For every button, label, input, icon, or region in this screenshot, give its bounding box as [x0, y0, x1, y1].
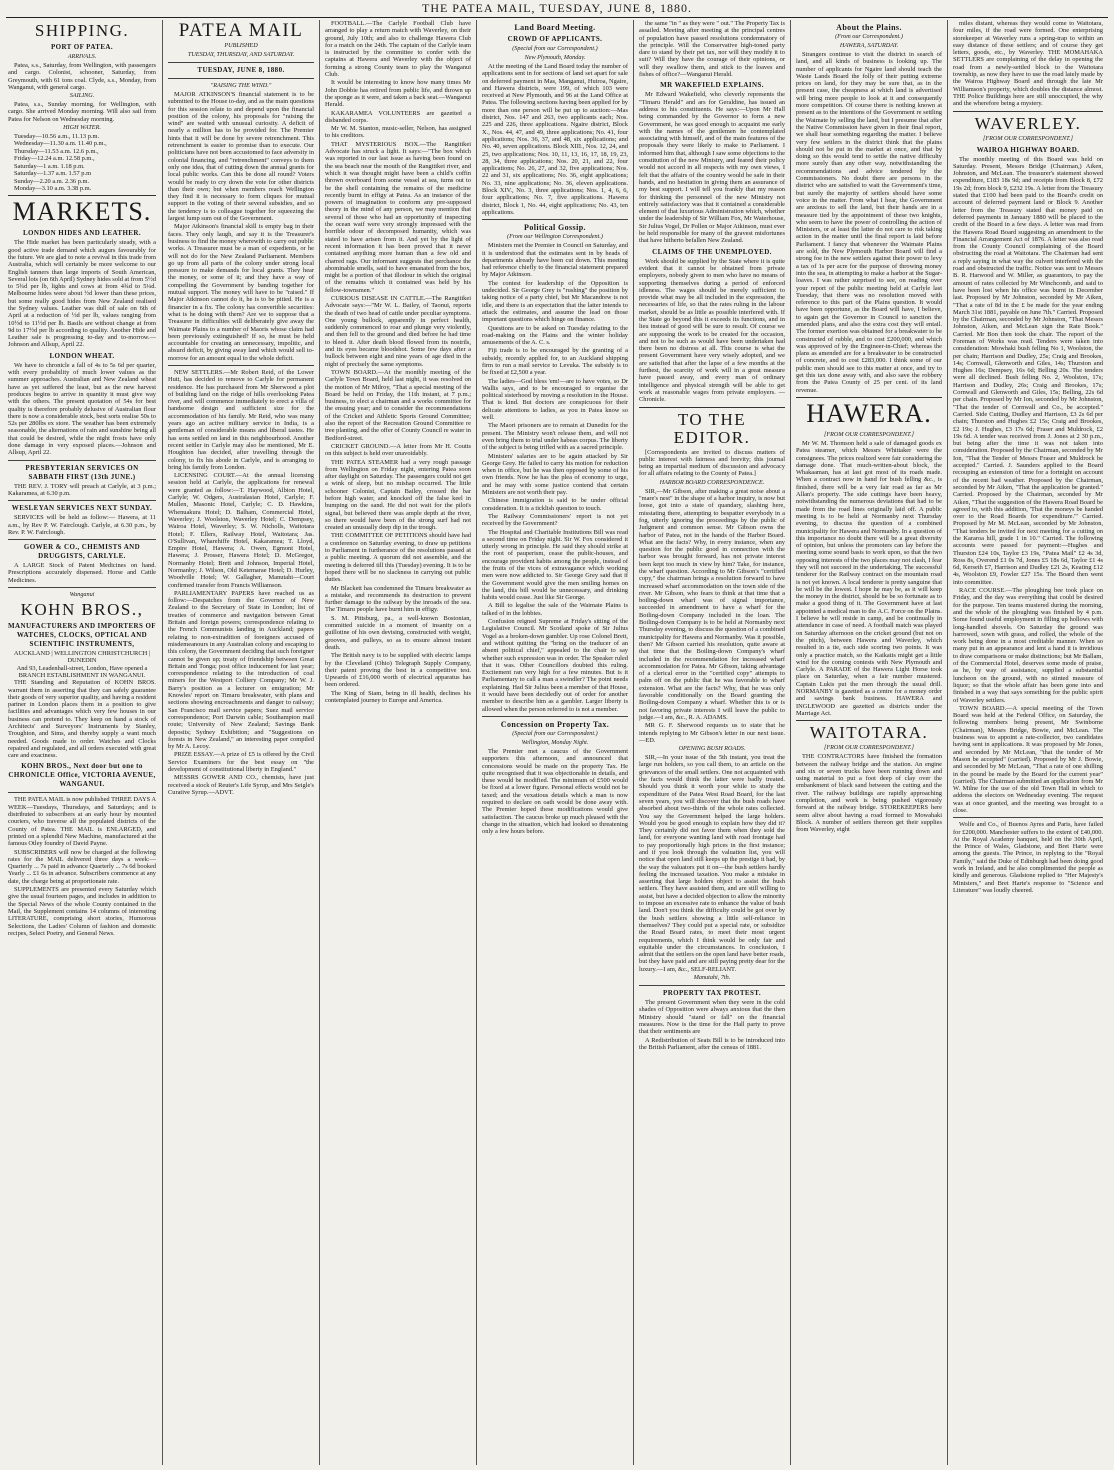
news-paragraph: KAKARAMEA VOLUNTEERS are gazetted a disbanded corps. — [325, 109, 471, 124]
tide-row: Thursday—11.53 a.m. 12.6 p.m., — [14, 147, 99, 155]
tide-row: Tuesday—10.56 a.m., 11.13 p.m. — [14, 133, 100, 141]
waitotara-text: THE CONTRACTORS have finished the formation between the railway bridge and the station. An engine and six or seven trucks have been running down and using material to put a foot deep of clay over the embankment of black sand between the cutting and the river. The railway buildings are rapidly approaching completion, and work is being pushed vigorously forward at the railway bridge. STOREKEEPERS here seem alive about having a road formed to Mowahaki Block. A number of settlers thereon get their supplies from Waverley, eight — [796, 753, 942, 834]
column-rule — [947, 20, 948, 1465]
subscription-text: SUBSCRIBERS will now be charged at the following rates for the MAIL delivered three days a week:— Quarterly ... 7s paid in advance Quarterly ... 7s 6d booked Yearly ... £1 6s in advance. Subscribers commence at any date, the charge being at proportionate rate. — [8, 848, 156, 885]
news-paragraph: THE COMMITTEE OF PETITIONS should have had a conference on Saturday evening, to draw up petitions to Parliament in furtherance of the resolutions passed at a public meeting. A quorum did not assemble, and the meeting is deferred till this (Tuesday) evening. It is to be hoped there will be no slackness in carrying out public duties. — [325, 532, 471, 584]
bush-roads-letter: SIR,—In your issue of the 5th instant, you treat the large run holders, so you call them, to an article on the grievances of the small settlers. One not acquainted with the facts would think the latter were badly treated. Should you think it worth your while to study the expenditure of the Patea West Road Board, for the last seven years, you will discover that the bush roads have absorbed about two-thirds of the whole rates collected. You say the Government helped the large holders. Would you be good enough to explain how they did it? They certainly did not favor them when they sold the land, for everyone wanting land with road frontage had to pay proportionally high prices in the first instance; and if you look through the valuation list, you will notice that open land still keeps up the prestige it had, by the way the valuators put it on—the bush settlers hardly feeling the increased taxation. You make a mistake in asserting that large holders object to assist the bush settlers. They have assisted them, and are still willing to assist, but have a decided objection to allow the minority to impose an excessive rate to enhance the value of bush land. Don't you think the difficulty could be got over by the bush settlers showing a little self-reliance in themselves? They could put a special rate, or subsidize the Road Board rates, to meet their most urgent requirements, which I think would be only fair and equitable under the circumstances. In conclusion, I admit that the settlers on the open land have better roads, but they have paid and are still paying pretty dear for the luxury.—I am, &c., SELF-RELIANT. — [639, 754, 785, 973]
political-paragraph: The Maori prisoners are to remain at Dunedin for the present. The Ministry won't release them, and will not even bring them to trial under habeas corpus. The liberty of the subject is being trifled with as a sacred principle. — [482, 422, 628, 452]
mail-notice: THE PATEA MAIL is now published THREE DAYS A WEEK—Tuesdays, Thursdays, and Saturdays; and is distributed to subscribers at an early hour by mounted couriers, who traverse all the populated districts of the County of Patea. THE MAIL is ENLARGED, and printed on a splendid New Machine, manufactured at the famous Otley foundry of David Payne. — [8, 796, 156, 848]
column-rule — [633, 20, 634, 1465]
political-paragraph: Ministers met the Premier in Council on Saturday, and it is understood that the estimates sent in by heads of departments already have been cut down. This meeting had reference chiefly to the financial statement prepared by Major Atkinson. — [482, 242, 628, 279]
divider — [482, 219, 628, 220]
political-paragraph: Ministers' salaries are to be again attacked by Sir George Grey. He failed to carry his motion for reduction when in office, but he was then opposed by some of his own friends. Now he has the plea of economy to urge, and he may with some justice contend that certain Ministers are not worth their pay. — [482, 452, 628, 497]
masthead: THE PATEA MAIL, TUESDAY, JUNE 8, 1880. — [421, 1, 693, 15]
news-paragraph: TOWN BOARD.—At the monthly meeting of the Carlyle Town Board, held last night, it was resolved on the motion of Mr Milroy, "That a special meeting of the Board be held on Friday, the 11th instant, at 7 p.m.; business, to elect a chairman and a works committee for the ensuing year; and to consider the recommendations of the Cricket and Athletic Sports Ground Committee; also the report of the Recreation Ground Committee re tree planting, and the offer of County Council re water in Bedford-street. — [325, 368, 471, 442]
news-paragraph: Mr W. M. Stanton, music-seller, Nelson, has assigned to his creditors. — [325, 125, 471, 140]
gower-text: A LARGE Stock of Patent Medicines on hand. Prescriptions accurately dispensed. Horse and Cattle Medicines. — [8, 562, 156, 584]
kohn-cities: AUCKLAND | WELLINGTON CHRISTCHURCH | DUNEDIN — [13, 650, 151, 665]
column-rule — [162, 20, 163, 1465]
editorial-paragraph: MAJOR ATKINSON'S financial statement is to be submitted to the House to-day, and as the main questions for this session relate to and depend upon the financial position of the colony, his proposals for "raising the wind" are waited with unusual curiosity. A deficit of nearly a million has to be provided for. The Premier hints that it will be done by severe retrenchment. This retrenchment is easier to promise than to execute. Our politicians have not been accustomed to face adversity in colonial financing, and "retrenchment" conveys to them only one idea, that of cutting down the annual grants for local public works. Can this be done all round? Voters would be ready to cry down the vote for other districts than their own; but when members reach Wellington they find it is necessary to form cliques for mutual support in the voting of their several subsidies, and so the tendency is to colleague together for squeezing the largest lump sum out of the Government. — [168, 91, 314, 223]
news-paragraph: The British navy is to be supplied with electric lamps by the Cleveland (Ohio) Telegraph Supply Company, their patent proving the best in a competitive test. Upwards of £16,000 worth of electrical apparatus has been ordered. — [325, 652, 471, 689]
news-paragraph: S. M. Pittsburg, pa., a well-known Bostonian, committed suicide in a moment of insanity on a guillotine of his own devising, constructed with weight, grooves, and pulleys, so as to ensure almost instant death. — [325, 614, 471, 651]
divider — [168, 78, 314, 79]
news-paragraph: THE PATEA STEAMER had a very rough passage from Wellington on Friday night, entering Patea soon after daylight on Saturday. The passengers could not get a wink of sleep, but no mishap occurred. The little schooner Colonist, Captain Bailey, crossed the bar before high water, and knocked off the false keel in bumping on the sand. He did not wait for the pilot's signal, but believed there was ample depth at the river, so there would have been of the strong surf had not created an unusually deep dip in the trough. — [325, 458, 471, 532]
divider — [8, 587, 156, 588]
political-heading: Political Gossip. — [524, 223, 586, 233]
column-rule — [319, 20, 320, 1465]
dateline: Wellington, Monday Night. — [521, 738, 589, 746]
sherwood-note: MR G. F. Sherwood requests us to state that he intends replying to Mr Gibson's letter in our next issue.—ED. — [639, 722, 785, 744]
news-paragraph: NEW SETTLERS.—Mr Robert Reid, of the Lower Hutt, has decided to remove to Carlyle for permanent residence. He has purchased from Mr Sherwood a plot of building land on the ridge of hills overlooking Patea river, and will commence immediately to erect a villa of handsome design and sufficient size for the accommodation of his family. Mr Reid, who was many years ago an active military service in India, is a gentleman of considerable means and liberal tastes. He has sons settled on land in this neighbourhood. Another recent settler in Carlyle may also be mentioned, Mr E. Houghton has decided, after travelling through the colony, to fix his abode in Carlyle, and is arranging to bring his family from London. — [168, 368, 314, 471]
column-7 — [953, 20, 1103, 1468]
news-paragraph: LICENSING COURT.—At the annual licensing session held at Carlyle, the applications for renewal were granted as follow:—T. Haywood, Albion Hotel, Carlyle; W. Odgers, Australasian Hotel, Carlyle; F. Mullen, Masonic Hotel, Carlyle; C. D. Hawkins, Whenuakura Hotel; D. Balham, Commercial Hotel, Waverley; J. Woolston, Waverley Hotel; C. Dempsey, Wairoa Hotel, Waverley; S. W. Nicholls, Waitotara Hotel; F. Ellers, Railway Hotel, Waitotara; Jas. O'Sullivan, Wharehiffe Hotel, Kakaramea; T. Lloyd, Empire Hotel, Hawera; A. Owen, Egmont Hotel, Hawera; J. Prosser, Hawera Hotel; D. McGregor, Normanby Hotel; Brett and Johnson, Imperial Hotel, Normanby; J. Wilson, Old Ketemarae Hotel; D. Hurley, Woodville Hotel; W. Gallagher, Manutahi—Court confirmed transfer from Francis Williamson. — [168, 472, 314, 589]
port-heading: PORT OF PATEA. — [50, 43, 114, 51]
column-2 — [168, 20, 314, 1468]
correspondent-note: [FROM OUR CORRESPONDENT.] — [823, 744, 915, 752]
tide-table — [8, 133, 156, 192]
shipping-heading: SHIPPING. — [34, 21, 130, 40]
arrivals-text: Patea, s.s., Saturday, from Wellington, with passengers and cargo. Colonist, schooner, Saturday, from Greymouth, with 61 tons coal. Clyde, s.s., Monday, from Wanganui, with general cargo. — [8, 62, 156, 91]
kohn-heading: KOHN BROS., — [20, 600, 144, 620]
column-5 — [639, 20, 785, 1468]
hides-text: The Hide market has been particularly steady, with a good active trade demand which augurs favourably for the future. We are glad to note a revival in this trade from Australia, which will certainly be more welcome to our English tanners than large imports of South American, Several lots (on 6th April) Sydney hides sold at from 5½d to 5¾d per lb, lights and cows at from 4¾d to 5¼d. Melbourne hides were about ½d lower than these prices, but some really good hides from New Zealand realised the Sydney values. Leather was dull of sale on 6th of April at a reduction of ½d per lb, values ranging from 10½d to 11½d per lb. Basils are without change at from 9d to 17½d per lb according to quality. Another Hide and Leather sale is progressing to-day and to-morrow.—Johnson and Allsup, April 22. — [8, 239, 156, 349]
tide-row: Saturday—1.37 a.m. 1.57 p.m — [14, 170, 92, 178]
plains-text: Strangers continue to visit the district in search of land, and all kinds of business is looking up. The number of applicants for Ngaire land should teach the Waste Lands Board the folly of their putting extreme prices on land, for they may be sure that, as in the present case, the cheapness at which land is advertised will bring more people to look at it and consequently more competition. Of course there is nothing known at present as to the intentions of the Government re settling the Waimate by selling the land, but I presume that after the Native Commission have given in their final report, we shall hear something regarding the matter. I believe very few settlers in the district think that the plains should not be put in the market at once, and that by doing so this would tend to settle the native difficulty more surely than any other way, notwithstanding the recommendations and advice tendered by the Commissioners. No doubt there are persons in the district who are satisfied to wait the Government's time, but surely the majority of settlers should have some voice in the matter. From what I hear, the Government are anxious to sell the land, but their hands are in a measure tied by the appointment of these two knights, who seem to have the power of controlling the action of Ministers, or at least the latter do not care to risk taking action in the matter until the final report is laid before Parliament. I fancy that whenever the Waimate Plains are sold, the New Plymouth Harbor Board will find a strong foe in the new settlers against their power to levy a tax of 1s per acre for the purpose of throwing money into the sea, in attempting to make a harbor at the Sugar-loaves. I was rather surprised to see, on reading over your report of the public meeting held at Carlyle last Tuesday, that there was no resolution moved with reference to this part of the Plains question. It would have been opportune, as the Board will have, I believe, to again get the Governor in Council to sanction the amended plans, and also the extra cost they will entail. The former exertion was obtained for a breakwater to be constructed of rubble, and to cost £200,000, and which was approved of by the Engineer-in-Chief; whereas the plans as amended are for a breakwater to be constructed of concrete, and to cost £283,000. I think some of our public men should see to this matter at once, and try to get this tax done away with, and also save the robbery from the Patea County of 25 per cent. of its land revenue. — [796, 51, 942, 394]
correspondent-note: (From our Correspondent.) — [835, 33, 903, 40]
wesleyan-heading: WESLEYAN SERVICES NEXT SUNDAY. — [11, 504, 153, 513]
news-paragraph: Wolfe and Co., of Buenos Ayres and Paris, have failed for £200,000. Manchester suffers to the extent of £40,000. At the Royal Academy banquet, held on the 30th April, the Prince of Wales, Gladstone, and Bret Harte were among the guests. The Prince, in replying to the "Royal Family," said the Duke of Edinburgh had been doing good work in Ireland, and he also complimented the people as kindly and generous. Gladstone replied to "Her Majesty's Ministers," and Bret Harte's response to "Science and Literature" was loudly cheered. — [953, 821, 1103, 894]
dateline: Manutahi, 7th. — [693, 974, 731, 982]
land-board-subheading: CROWD OF APPLICANTS. — [507, 35, 603, 43]
unemployed-text: Work should be supplied by the State where it is quite evident that it cannot be obtained from private employers, nobody given to men who have no means of supporting themselves during a period of enforced idleness. The wages should be merely sufficient to provide what may be all included in the expression, the necessaries of life, so that the rates ruling in the labour market, should be as little as possible interfered with. If the State go beyond this it exceeds its functions, and in lieu instead of good will be sure to result. Of course we are supposing the work to be created for the occasion, and not to be such as would have been undertaken had there been no distress at all. This course is what the present Government have very wisely adopted, and we are satisfied that after the lapse of a few months at the furthest, the scarcity of work will in a great measure have passed away, and every man of ordinary intelligence and physical strength will be able to get work at reasonable wages from private employers. —Chronicle. — [639, 257, 785, 404]
plains-heading: About the Plains. — [836, 23, 902, 32]
protest-text: The present Government when they were in the cold shades of Opposition were always anxious that the then Ministry should "stand or fall" on the financial measures. Now is the time for the Hall party to prove that their sentiments are — [639, 999, 785, 1036]
divider — [8, 792, 156, 793]
arrivals-label: ARRIVALS. — [67, 53, 97, 60]
news-paragraph: Mr Blackett has condemned the Timaru breakwater as a mistake, and recommends its destruction to prevent further damage to the railway by the inroads of the sea. The Timaru people have burnt him in effigy. — [325, 584, 471, 614]
kohn-address: And 93, Leadenhall-street, London, Have opened a BRANCH ESTABLISHMENT IN WANGANUI. — [16, 664, 148, 679]
correspondent-note: (From our Wellington Correspondent.) — [507, 233, 603, 241]
markets-heading: MARKETS. — [12, 197, 152, 227]
protest-heading: PROPERTY TAX PROTEST. — [663, 989, 761, 998]
land-board-heading: Land Board Meeting. — [514, 23, 596, 32]
political-paragraph: The ladies—God bless 'em!—are to have votes, so Dr Wallis says, and to be encouraged to organise the political sisterhood by moving a resolution in the House. That is kind. But doctors are conspicuous for their delicate attentions to ladies, as you in Patea know so well. — [482, 377, 628, 422]
wesleyan-text: SERVICES will be held as follow:— Hawera, at 11 a.m., by Rev P. W. Fairclough. Carlyle, at 6.30 p.m., by Rev. P. W. Fairclough. — [8, 514, 156, 536]
divider — [953, 111, 1103, 112]
political-paragraph: The Railway Commissioners' report is not yet received by the Government? — [482, 512, 628, 528]
wakefield-text: Mr Edward Wakefield, who cleverly represents the "Timaru Herald" and ars for Geraldine, has issued an address to his constituents. He says:—Upon Mr Hall being commanded by the Governor to form a new Government, he was good enough to acquaint me early with the names of the gentlemen he contemplated associating with himself, and of the main features of the proposals they were likely to make to Parliament. I informed him that, although I saw some objections to the constitution of the new Ministry, and feared their policy would not accord in all respects with my own views, I felt that the affairs of the country would be safe in their hands, and no hesitation in giving them an assurance of my best support. I will tell you frankly that my reason for thinking the personnel of the new Ministry not entirely satisfactory was that it contained a considerable element of that luxurious Administration which, whether under the leadership of Sir William Fox, Mr Waterhouse, Sir Julius Vogel, Dr Pollen or Major Atkinson, must ever be held responsible for many of the gravest misfortunes that have hitherto befallen New Zealand. — [639, 91, 785, 245]
hides-heading: LONDON HIDES AND LEATHER. — [22, 229, 141, 238]
column-3 — [325, 20, 471, 1468]
column-rule — [790, 20, 791, 1465]
concession-text: The Premier met a caucus of the Government supporters this afternoon, and announced that concessions would be made on the property Tax. He quite recognised that it was objectionable in details, and these would be modified. The minimum of £500 would be fixed at a lower figure. Personal effects would not be taxed; and the vexatious details which a man is now required to declare on oath would be done away with. The Premier hoped these modifications would give satisfaction. The caucus broke up much pleased with the change in the situation, which had looked so threatening only a few hours before. — [482, 747, 628, 836]
editorial-heading: "RAISING THE WIND." — [210, 82, 272, 89]
political-paragraph: Chinese immigration is said to be under official consideration. It is a ticklish question to touch. — [482, 497, 628, 512]
sailing-text: Patea, s.s., Sunday morning, for Wellington, with cargo. She arrived Monday morning. Will also sail from Patea for Nelson on Wednesday morning. — [8, 101, 156, 123]
news-paragraph: THAT MYSTERIOUS BOX.—The Rangitikei Advocate has struck a light. It says:—"The box which was reported in our last issue as having been found on the sea beach near the mouth of the Rangitikei river, and which it was thought might have been a child's coffin thrown overboard from some vessel at sea, turns out to be the shell containing the remains of the medicine recently burnt in effigy at Patea. As an instance of the powers of imagination to conform any pre-supposed theory in the mind of any person, we may mention that several of those who had an opportunity of inspecting the ocean waif were very strongly impressed with the horrible odour of decomposed humanity, which was stated to have arisen from it. And yet by the light of recent information it has been proved that it never contained anything more human than a few old and charred rags. Our informant suggests that perchance the abominable smells, said to have emanated from the box, might be a portion of that illodour in which the original of the remains which it contained was held by his fellow-townsmen." — [325, 140, 471, 294]
news-paragraph: PRIZE ESSAY.—A prize of £5 is offered by the Civil Service Examiners for the best essay on "the development of constitutional liberty in England." — [168, 751, 314, 774]
divider — [639, 985, 785, 986]
race-course-text: RACE COURSE.—The ploughing bee took place on Friday, and the day was everything that could be desired for the purpose. Ten teams mustered during the morning, and the whole of the ploughing was finished by 4 p.m. Some found useful employment in filling up hollows with long-handled shovels. On Saturday the ground was harrowed, sown with grass, and rolled, the whole of the work being done in a most creditable manner. When so many put in an appearance and lent a hand it is invidious to draw comparisons or make distinctions; but Mr Ballam, of the Commercial Hotel, deserves some mode of praise, as he, by way of assistance, supplied a substantial luncheon on the ground, with no stinted measure of liquor; so that the whole affair has been gone into and finished in a way that says something for the public spirit of Waverley settlers. — [953, 587, 1103, 704]
redistribution-text: A Redistribution of Seats Bill is to be introduced into the British Parliament, after the census of 1881. — [639, 1036, 785, 1051]
news-paragraph: CRICKET GROUND.—A letter from Mr H. Coutts on this subject is held over unavoidably. — [325, 442, 471, 458]
high-water-label: HIGH WATER. — [63, 124, 101, 132]
news-paragraph: MESSRS GOWER AND CO., chemists, have just received a stock of Reuter's Life Syrup, and Mrs Seigle's Curative Syrup.—ADVT. — [168, 774, 314, 796]
wheat-heading: LONDON WHEAT. — [49, 351, 115, 360]
news-paragraph: the same "in " as they were " out." The Property Tax is assailed. Meeting after meeting at the principal centres of population have passed resolutions condemnatory of the principle. Will the Conservative high-toned party dare to stand by their pet tax, nor will they modify it to suit? Will they have the courage of their opinions, or will they swallow them, and stick to the loaves and fishes of office?—Wanganui Herald. — [639, 20, 785, 79]
divider — [168, 365, 314, 366]
tide-row: Monday—3.10 a.m. 3.38 p.m. — [14, 184, 92, 192]
correspondent-note: [FROM OUR CORRESPONDENT.] — [982, 134, 1074, 142]
wheat-text: We have to chronicle a fall of 4s to 5s 6d per quarter, with every probability of much lower values as the summer approaches. Australian and New Zealand wheat have as yet suffered the least, but as the new harvest produces begins to arrive in quantity it must give way with the others. The present quotation of 54s for best quality is therefore probably delusive of Australian flour there is now a considerable stock, best sorts realise 50s to 52s per 280lbs ex store. The weather has been extremely seasonable, the alternations of rain and sunshine being all that could be desired, while the night frosts have only done damage in very exposed places.—Johnson and Allsup, April 22. — [8, 361, 156, 457]
political-paragraph: Confusion reigned Supreme at Friday's sitting of the Legislative Council. Mr Scotland spoke of Sir Julius Vogel as a broken-down gambler. Up rose Colonel Brett, and without quitting the "bring on the traducer of an absent political chief," appealed to the chair to say whether such expression was in order. The Speaker ruled that it was. Other Councillors doubted this ruling. Excitement ran very high for a few minutes. But is it Parliamentary to call a man a swindler? The point needs explaining. Had Sir Julius been a member of that House, it would have been decidedly out of order for another member to describe him as a gambler. Larger liberty is allowed when the person referred to is not a member. — [482, 618, 628, 713]
waverley-heading: WAVERLEY. — [974, 113, 1082, 133]
sailing-label: SAILING. — [69, 92, 95, 100]
political-paragraph: Questions are to be asked on Tuesday relating to the road-making on the Plains and the winter holiday amusements of the A. C. s. — [482, 324, 628, 347]
divider — [482, 716, 628, 717]
hawera-text: Mr W. M. Thomson held a sale of damaged goods ex Patea steamer, which Messrs Whittaker were the consignees. The prices realized were fair considering the damage done. That much-written-about block, the Whakaaman, has at last got most of its roads made. When a contract now in hand for bush felling &c., is finished, there will be a very fair road as far as Mr Allan's property. The side cuttings have been heavy, notwithstanding the numerous deviations that had to be made from the road lines originally laid off. A public meeting is to be held at Normanby next Thursday evening, to discuss the question of a combined municipality for Hawera and Normanby. In a question of this importance no doubt there will be a great diversity of opinion, but unless the promoters can lay before the meeting some sound basis to work upon, so that the two opposing interests of the two places may not clash, I fear they will not succeed in the undertaking. The successful tenderer for the Railway contract on the mountain road is not yet known. A local tenderer is pretty sanguine that he will be the lowest. I hope he may be, as it will keep the money in the district, should he be so fortunate as to make a good thing of it. The Government have at last appointed a medical man to the A.C. Force on the Plains. I believe he will reside in camp, and be continually in attendance in case of need. A football match was played on Saturday afternoon on the cricket ground (but not on the pitch), between Hawera and Waverley, which resulted in a tie, each side scoring two points. It was only a practice match, so the Kaikatis might get a little wind for the coming contests with New Plymouth and Carlyle. A PARADE of the Hawera Light Horse took place on Saturday, when a fair number mustered. Captain Lukis put the men through the usual drill. NORMANBY is gazetted as a centre for a money order and savings bank business. HAWERA and INGLEWOOD are gazetted as districts under the Marriage Act. — [796, 439, 942, 717]
divider — [168, 62, 314, 63]
editorial-paragraph: Major Atkinson's financial skill is empty bag in their faces. They only laugh, and say it is the Treasurer's business to find the money wherewith to carry out public works. A Treasurer must be a man of expedients, or he will not do for the New Zealand Parliament. Members go up from all parts of the colony under strong local pressure to make demands for local grants. They hear the money, or some of it; and they have a way of compelling the Government by banding together for mutual support. The money will have to be "raised." If Major Atkinson cannot do it, he is to be pitied. He is a financier in a fix. The colony has convertible securities: what is he doing with them? Are we to suppose that a Treasurer in difficulties will deliberately give away the Waimate Plains to a number of Maoris whose claim had been previously extinguished? If so, he must be held accountable for creating an unnecessary, impolitic, and absurd deficit, by giving away land which would sell to-morrow for an amount equal to the whole deficit. — [168, 223, 314, 362]
editor-heading: TO THE EDITOR. — [673, 409, 751, 447]
tide-row: Sunday—2.20 a.m. 2.36 p.m. — [14, 177, 90, 185]
news-paragraph: CURIOUS DISEASE IN CATTLE.—The Rangitikei Advocate says:—"Mr W. L. Bailey, of Taonui, reports the death of two head of cattle under peculiar symptoms. One young bullock, apparently in perfect health, suddenly commenced to roar and plunge very violently, and then fell to the ground and died before he had time to bleed it. After death blood flowed from its nostrils, and its eyes became bloodshot. Some few days after a bullock between eight and nine years of age died in the night of precisely the same symptoms. — [325, 294, 471, 368]
divider — [796, 397, 942, 398]
paper-title: PATEA MAIL — [178, 20, 304, 41]
dateline: New Plymouth, Monday. — [524, 54, 586, 61]
waitotara-heading: WAITOTARA. — [809, 723, 929, 743]
tide-row: Saturday—1 a.m. 1.18 p.m. — [14, 162, 85, 170]
presbyterian-heading: PRESBYTERIAN SERVICES ON SABBATH FIRST (13th JUNE.) — [25, 463, 139, 481]
tide-row: Wednesday—11.30 a.m. 11.40 p.m., — [14, 140, 107, 148]
divider — [639, 407, 785, 408]
dateline: HAWERA, SATURDAY. — [839, 42, 899, 49]
political-paragraph: Fiji trade is to be encouraged by the granting of a subsidy, recently applied for, to an Auckland shipping firm to run a mail service to Levuka. The subsidy is to be fixed at £2,500 a year. — [482, 347, 628, 377]
published-label: PUBLISHED — [224, 42, 258, 49]
bush-roads-heading: OPENING BUSH ROADS. — [678, 745, 746, 753]
wairoa-heading: WAIROA HIGHWAY BOARD. — [976, 145, 1080, 154]
unemployed-heading: CLAIMS OF THE UNEMPLOYED. — [652, 247, 772, 256]
political-paragraph: The Hospital and Charitable Institutions Bill was read a second time on Friday night. Sir W. Fox considered it utterly wrong in principle. He said they should strike at the root of pauperism, cease the public-houses, and encourage provident habits among the people, instead of the fruits of the vices of extravagance which working men were now addicted to. Sir George Grey said that if the Government would give the men smiling homes on the land, this bill would be unnecessary, and drinking habits would cease. Just like Sir George. — [482, 528, 628, 602]
divider — [796, 720, 942, 721]
correspondent-note: [FROM OUR CORRESPONDENT.] — [823, 430, 915, 438]
land-board-text: At the meeting of the Land Board today the number of applications sent in for sections of land set apart for sale on deferred payment in Mas, Manganui, Huiroa, Ngaire, and Hawera districts, were 199, of which 103 were received at New Plymouth, and 96 at the Land Office at Patea. The following sections having been applied for by more than one person will be put up to auction:—Mas district, Nos. 147 and 263, two applicants each; Nos. 225 and 226, three applications. Ngaire district, Block X., Nos. 44, 47, and 49, three applications; No. 41, four applications; Nos. 36, 37, and 48, six applications; and No. 40, seven applications. Block XIII., Nos. 12, 24, and 25, two applications; Nos. 10, 11, 13, 16, 17, 18, 19, 23, 28, 34, three applications; Nos. 20, 21, and 22, four applications; No. 26, 27, and 32, five applications; Nos. 22 and 31, six applications; No. 36, eight applications; No. 33, nine applications; No. 36, eleven applications. Block XIV., No. 3, three applications; Nos. 1, 4, 6, 6, four applications; No. 7, five applications. Hawera district, Block 1, No. 44, eight applications; No. 43, ten applications. — [482, 63, 628, 216]
column-rule — [476, 20, 477, 1465]
kohn-text: THE Standing and Reputation of KOHN BROS. warrant them in asserting that they can safely guarantee their goods of very superior quality, and having a resident partner in London places them in a position to give facilities and advantages which very few houses in our business can pretend to. They keep on hand a stock of Architects' and Surveyors' Instruments by Stanley, Troughton, and Sims, and thereby supply a want much needed. Goods made to order. Watches and Clocks repaired and regulated, and all orders executed with great care and exactness. — [8, 679, 156, 760]
wairoa-text: The monthly meeting of this Board was held on Saturday. Present, Messrs Bridge (Chairman,) Aiken, Johnston, and McLean. The treasurer's statement showed expenditure, £183 18s 9d; and receipts from Block 8, £72 19s 2d; from block 9, £232 19s. A letter from the Treasury stated that £100 had been paid to the Board's credit on account of deferred payment land or Block 9. Another letter from the Treasury stated that money paid on deferred payments in January 1880 will be placed to the credit of the Board in a few days. A letter was read from the Hawera Road Board suggesting an amendment to the Financial Arrangement Act of 1876. A letter was also read from the County Council complaining of the Board obstructing the road at Waitotara. The Chairman had sent a reply saying in what way the culvert interfered with the road and obstructed the traffic. Notice was sent to Messrs B. R. Harwood and W. Miller, as guarantors, to pay the amount of rates collected by Mr Winchcomb, and said to have been lost when his office was burnt in December last. Proposed by Mr Johnston, seconded by Mr Aiken, "That a rate of 8d in the £ be made for the year ending March 31st 1881, payable on June 7th." Carried. Proposed by the Chairman, seconded by Mr Johnston, "That Messrs Johnston, Aiken, and McLean sign the Rate Book." Carried. Mr Bon then took the chair. The report of the Foreman of Works was read. Tenders were taken into consideration: Mowhaki bush felling No 1, Woolston, the per chain; Harrison and Dudley, 25s; Craig and Brookes, 14s; Cornwall, Glenworth and Giles, 14s; Thurston and Hughes 16s; Dempsey, 16s 6d; Belling 20s. The tenders were all declined. Bush felling No. 2, Woolston, 17s; Harrison and Dudley, 26s; Craig and Brookes, 17s; Cornwall and Glenworth and Giles, 15s; Belling, 22s 6d per chain. Proposed by Mr Ion, seconded by Mr Johnston, "That the tender of Cornwall and Co., be accepted." Carried. Side Cutting, Dudley and Harrison, £3 2s 6d per chain; Thurston and Hughes £2 15s; Craig and Brookes, £2 19s; J. Hughes, £3 17s 6d; Fraser and Muldrock, £2 19s 6d. A tender was received from J. Jones at 2 30 p.m., but being after the time it was not taken into consideration. Proposed by the Chairman, seconded by Mr Ion, "That the Tender of Messrs Fraser and Muldrock be accepted." Carried. J. Saunders applied to the Board recouping an extension of time for a fortnight on account of the recent bad weather. Proposed by the Chairman, seconded by Mr Aiken, "That the application be granted." Carried. Proposed by the Chairman, seconded by Mr Aiken, "That the suggestion of the Hawera Road Board be agreed to, with this addition, 'That the moneys be handed over to the Road Boards for expenditure.'" Carried. Proposed by Mr M. McLean, seconded by Mr Johnston, "That tenders be invited for next meeting for a cutting on the Kararoa hill, grade 1 in 10." Carried. The following accounts were passed for payment:—Hughes and Thurston £24 10s, Taylor £3 19s, "Patea Mail" £2 4s 3d, Ross 8s, Overend £1 0s 7d, Jones £5 18s 6d, Taylor £1 4s 6d, Kerseth £7, Harrison and Dudley £21 2s, Keating £12 4s, Woolston £9, Fowler £27 15s. The Board then went into committee. — [953, 155, 1103, 586]
political-paragraph: The contest for leadership of the Opposition is undecided. Sir George Grey is "rushing" the position by taking notice of a party chief, but Mr Macandrew is not idle, and there is an expectation that the latter intends to attack the estimates, and assume the lead on those important questions which hinge on finance. — [482, 279, 628, 324]
harbor-letter: SIR,—Mr Gibson, after making a great noise about a "mare's nest" in the shape of a harbor inquiry, is now but loose, got into a state of quandary, slashing here, misstating there, attempting to bespatter everybody in a fog, utterly ignoring the proceedings by the public of Judgment and common sense. Mr Gibson owns the harbor of Patea, not in the hands of the Harbor Board. What are the facts? Why, in every instance, when any question for the public good in connection with the harbor was brought forward, has not private interest been kept too much in view by him? Take, for instance, the wharf question. According to Mr Gibson's "certified copy," the chairman brings a resolution forward to have increased wharf accommodation on the town side of the river. Mr Gibson, who fears to think at that time that a boiling-down wharf was of signal importance, succeeded in amendment to have a wharf for the Boiling-down Company included in the loan. The Boiling-down Company is to be held at Normanby next Thursday evening, to discuss the question of a combined municipality for Hawera and Normanby. Was it possible, then? Mr Gibson carried his resolution, quite aware at that time that the Boiling-down Company's wharf included in the recommendation for increased wharf accommodation for Patea. Mr Gibson, taking advantage of a clerical error in the "certified copy" attempts to palm off on the public that he was favorable to wharf extension. What are the facts? Why, that he was only favorable conditionally on the Board granting the Boiling-down Company a wharf. Whether this is or is not favoring private interests I will leave the public to judge.—I am, &c., R. A. ADAMS. — [639, 487, 785, 721]
top-rule — [6, 17, 1108, 18]
divider — [8, 460, 156, 461]
political-paragraph: A Bill to legalise the sale of the Waimate Plains is talked of in the lobbies. — [482, 602, 628, 617]
supplement-text: SUPPLEMENTS are presented every Saturday which give the usual fourteen pages, and includes in addition to the Special News of the whole County contained in the Mail, the Supplement contains 14 columns of interesting LITERATURE, comprising short stories, Humorous Selections, the Ladies' Column of fashion and domestic recipes, Select Poetry, and General News. — [8, 886, 156, 937]
harbor-heading: HARBOR BOARD CORRESPONDENCE. — [659, 478, 765, 486]
divider — [8, 500, 156, 501]
town-board-text: TOWN BOARD.—A special meeting of the Town Board was held at the Federal Office, on Saturday, the following members being present, Mr Swinborne (Chairman), Messrs Bridge, Bowie, and McLean. The business was to appoint a rate-collector, two candidates having sent in applications. It was proposed by Mr Jones, and seconded by Mr McLean, "that the tender of Mr Mason be accepted" (carried). Proposed by Mr J. Bowie, and seconded by Mr McLean, "That a rate of one shilling in the pound be made by the Board for the current year" (carried). The Chairman submitted an application from Mr W. Milne for the use of the old Town Hall in which to address the electors on Wednesday evening. The request was at once granted, and the meeting was brought to a close. — [953, 704, 1103, 814]
issue-date: TUESDAY, JUNE 8, 1880. — [197, 66, 285, 74]
news-paragraph: The King of Siam, being in ill health, declines his contemplated journey to Europe and America. — [325, 689, 471, 705]
divider — [953, 817, 1103, 818]
column-1 — [8, 20, 156, 1468]
wakefield-heading: MR WAKEFIELD EXPLAINS. — [660, 81, 764, 90]
hawera-heading: HAWERA. — [806, 398, 932, 428]
concession-heading: Concession on Property Tax. — [500, 719, 610, 729]
kohn-footer: KOHN BROS., Next door but one to CHRONICLE Office, VICTORIA AVENUE, WANGANUI. — [8, 762, 156, 789]
news-paragraph: It would be interesting to know how many times Mr John Dobbie has retired from public life, and thrown up the sponge as it were, and taken a back seat.—Wanganui Herald. — [325, 79, 471, 109]
correspondent-note: (Special from our Correspondent.) — [512, 45, 598, 52]
divider — [8, 195, 156, 196]
tide-row: Friday—12.24 a.m. 12.58 p.m., — [14, 155, 95, 163]
kohn-subheading: MANUFACTURERS AND IMPORTERS OF WATCHES, CLOCKS, OPTICAL AND SCIENTIFIC INSTRUMENTS, — [8, 622, 156, 649]
publication-days: TUESDAY, THURSDAY, AND SATURDAY. — [187, 51, 295, 58]
column-6 — [796, 20, 942, 1468]
editor-note: [Correspondents are invited to discuss matters of public interest with fairness and brevity; this journal being an impartial medium of discussion and advocacy for all affairs relating to the County of Patea.] — [639, 448, 785, 478]
news-paragraph: miles distant, whereas they would come to Waitotara, four miles, if the road were formed. One enterprising storekeeper at Waverley runs a spring-trap to within an easy distance of these settlers; and of course they get letters, goods, etc., by Waverley. THE MOMAHAKA SETTLERS are complaining of the delay in opening the road from a newly-settled block to the Waitotara township, as now they have to use the road lately made by the Wairoa Highway Board and through the late Mr Williamson's property, which doubles the distance almost. THE Police Buildings here are still unoccupied, the why and the wherefore being a mystery. — [953, 20, 1103, 108]
news-paragraph: FOOTBALL.—The Carlyle Football Club have arranged to play a return match with Waverley, on their ground, July 10th; and also to challenge Hawera Club for a match on the 24th. The captain of the Carlyle team is instructed by the committee to confer with the captains at Hawera and Waverley with the object of forming a strong County team to play the Wanganui Club. — [325, 20, 471, 79]
wanganui-label: Wanganui — [69, 591, 95, 599]
divider — [8, 539, 156, 540]
column-4 — [482, 20, 628, 1468]
correspondent-note: (Special from our Correspondent.) — [512, 729, 598, 737]
news-paragraph: PARLIAMENTARY PAPERS have reached us as follow:—Despatches from the Governor of New Zealand to the Secretary of State in London; list of treaties of commerce and navigation between Great Britain and foreign powers; correspondence relating to the French Communists landing in Auckland; papers relating to non-extradition of foreigners accused of misdemeanours in any Australian colony and escaping to this colony, the Government deciding that such foreigner cannot be given up; treaty of friendship between Great Britain and Tonga; post office inducement for last year; correspondence relating to the introduction of coal miners for the Westport Colliery Company; Mr W. J. Barry's position as a lecturer on emigration; Mr Knowles' report on Timaru breakwater, with plans and sections showing encroachments and danger to railway; San Francisco mail service papers; Suez mail service correspondence; Port Darwin cable; Southampton mail route; University of New Zealand; Savings Bank deposits; Sydney Exhibition; and "Suggestions on forests in New Zealand," an interesting paper compiled by Mr A. Lecoy. — [168, 589, 314, 751]
gower-heading: GOWER & CO., CHEMISTS AND DRUGGISTS, CARLYLE. — [23, 543, 141, 561]
presbyterian-text: THE REV. J. TORY will preach at Carlyle, at 3 p.m.; Kakaramea, at 6.30 p.m. — [8, 482, 156, 497]
